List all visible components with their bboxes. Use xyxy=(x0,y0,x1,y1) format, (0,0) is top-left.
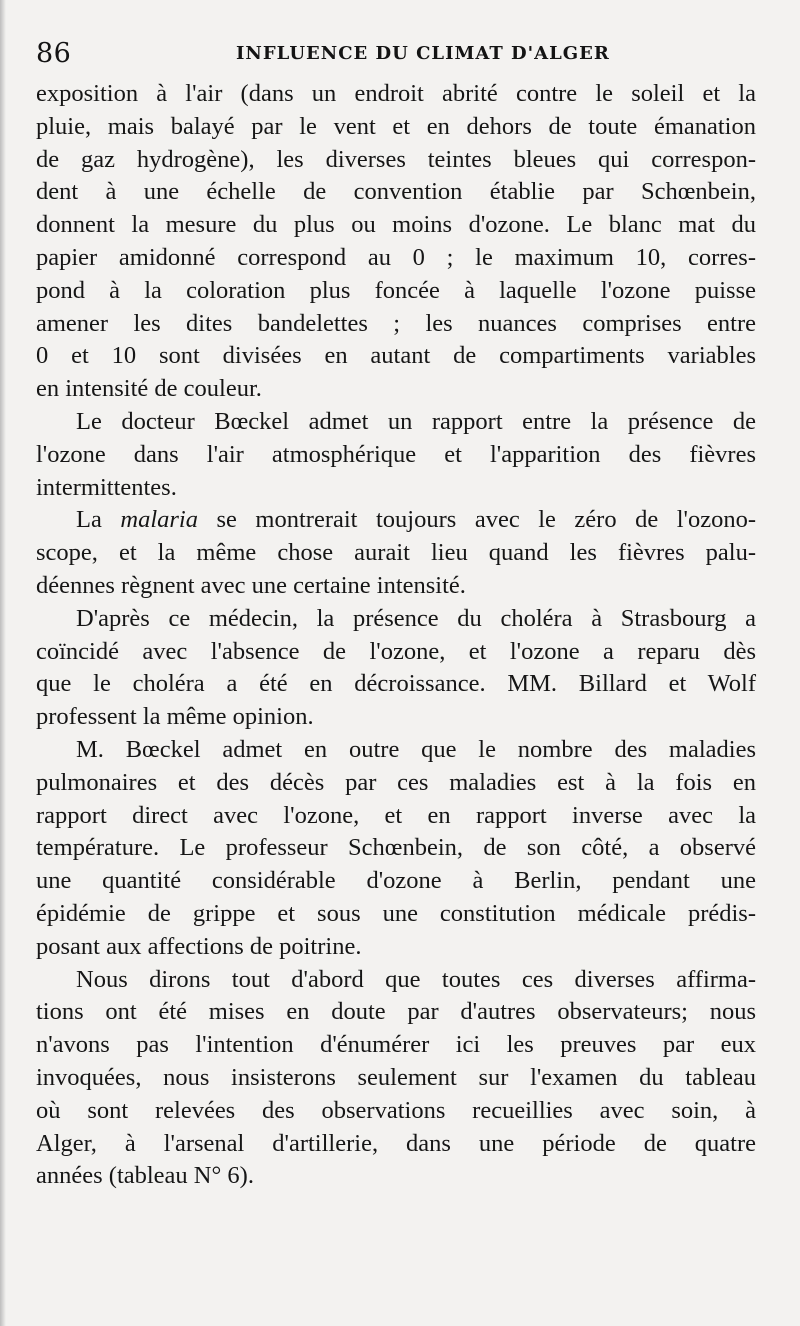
text-line: papier amidonné correspond au 0 ; le maximum 10, corres- xyxy=(36,243,756,271)
text-line: coïncidé avec l'absence de l'ozone, et l'ozone a reparu dès xyxy=(36,637,756,665)
text-line: professent la même opinion. xyxy=(36,703,314,731)
italic-word: malaria xyxy=(120,506,198,534)
text-line: en intensité de couleur. xyxy=(36,375,262,403)
text-line-malaria xyxy=(36,504,756,537)
running-header xyxy=(36,36,756,68)
text-line: n'avons pas l'intention d'énumérer ici les preuves par eux xyxy=(36,1031,756,1059)
text-line: que le choléra a été en décroissance. MM. Billard et Wolf xyxy=(36,670,756,698)
text-line: invoquées, nous insisterons seulement sur l'examen du tableau xyxy=(36,1063,756,1091)
text-line: 0 et 10 sont divisées en autant de compartiments variables xyxy=(36,342,756,370)
running-title: INFLUENCE DU CLIMAT D'ALGER xyxy=(236,43,610,64)
inline-text: se montrerait toujours avec le zéro de l'ozono- xyxy=(197,506,756,534)
text-line: pluie, mais balayé par le vent et en dehors de toute émanation xyxy=(36,112,756,140)
text-line: Nous dirons tout d'abord que toutes ces diverses affirma- xyxy=(76,965,756,993)
page-number: 86 xyxy=(36,38,72,69)
text-line: de gaz hydrogène), les diverses teintes bleues qui correspon- xyxy=(36,145,756,173)
text-line: dent à une échelle de convention établie par Schœnbein, xyxy=(36,178,756,206)
text-line: l'ozone dans l'air atmosphérique et l'apparition des fièvres xyxy=(36,440,756,468)
text-line: épidémie de grippe et sous une constitution médicale prédis- xyxy=(36,899,756,927)
text-line: Le docteur Bœckel admet un rapport entre la présence de xyxy=(76,407,756,435)
text-line: tions ont été mises en doute par d'autres observateurs; nous xyxy=(36,998,756,1026)
text-line: déennes règnent avec une certaine intensité. xyxy=(36,571,466,599)
text-line: température. Le professeur Schœnbein, de son côté, a observé xyxy=(36,834,756,862)
text-line: scope, et la même chose aurait lieu quand les fièvres palu- xyxy=(36,539,756,567)
text-line: où sont relevées des observations recueillies avec soin, à xyxy=(36,1096,756,1124)
text-line: amener les dites bandelettes ; les nuances comprises entre xyxy=(36,309,756,337)
body-text xyxy=(36,78,756,1193)
page-edge-shadow xyxy=(0,0,6,1326)
text-line: une quantité considérable d'ozone à Berlin, pendant une xyxy=(36,867,756,895)
text-line: pond à la coloration plus foncée à laquelle l'ozone puisse xyxy=(36,276,756,304)
text-line: pulmonaires et des décès par ces maladies est à la fois en xyxy=(36,768,756,796)
text-line: M. Bœckel admet en outre que le nombre des maladies xyxy=(76,735,756,763)
text-line: exposition à l'air (dans un endroit abrité contre le soleil et la xyxy=(36,80,756,107)
text-line: donnent la mesure du plus ou moins d'ozone. Le blanc mat du xyxy=(36,211,756,239)
text-line: Alger, à l'arsenal d'artillerie, dans une période de quatre xyxy=(36,1129,756,1157)
text-line: posant aux affections de poitrine. xyxy=(36,932,362,960)
text-line: intermittentes. xyxy=(36,473,177,501)
text-line: D'après ce médecin, la présence du choléra à Strasbourg a xyxy=(76,604,756,632)
text-line: années (tableau N° 6). xyxy=(36,1162,254,1190)
text-line: rapport direct avec l'ozone, et en rapport inverse avec la xyxy=(36,801,756,829)
inline-text: La xyxy=(76,506,121,534)
